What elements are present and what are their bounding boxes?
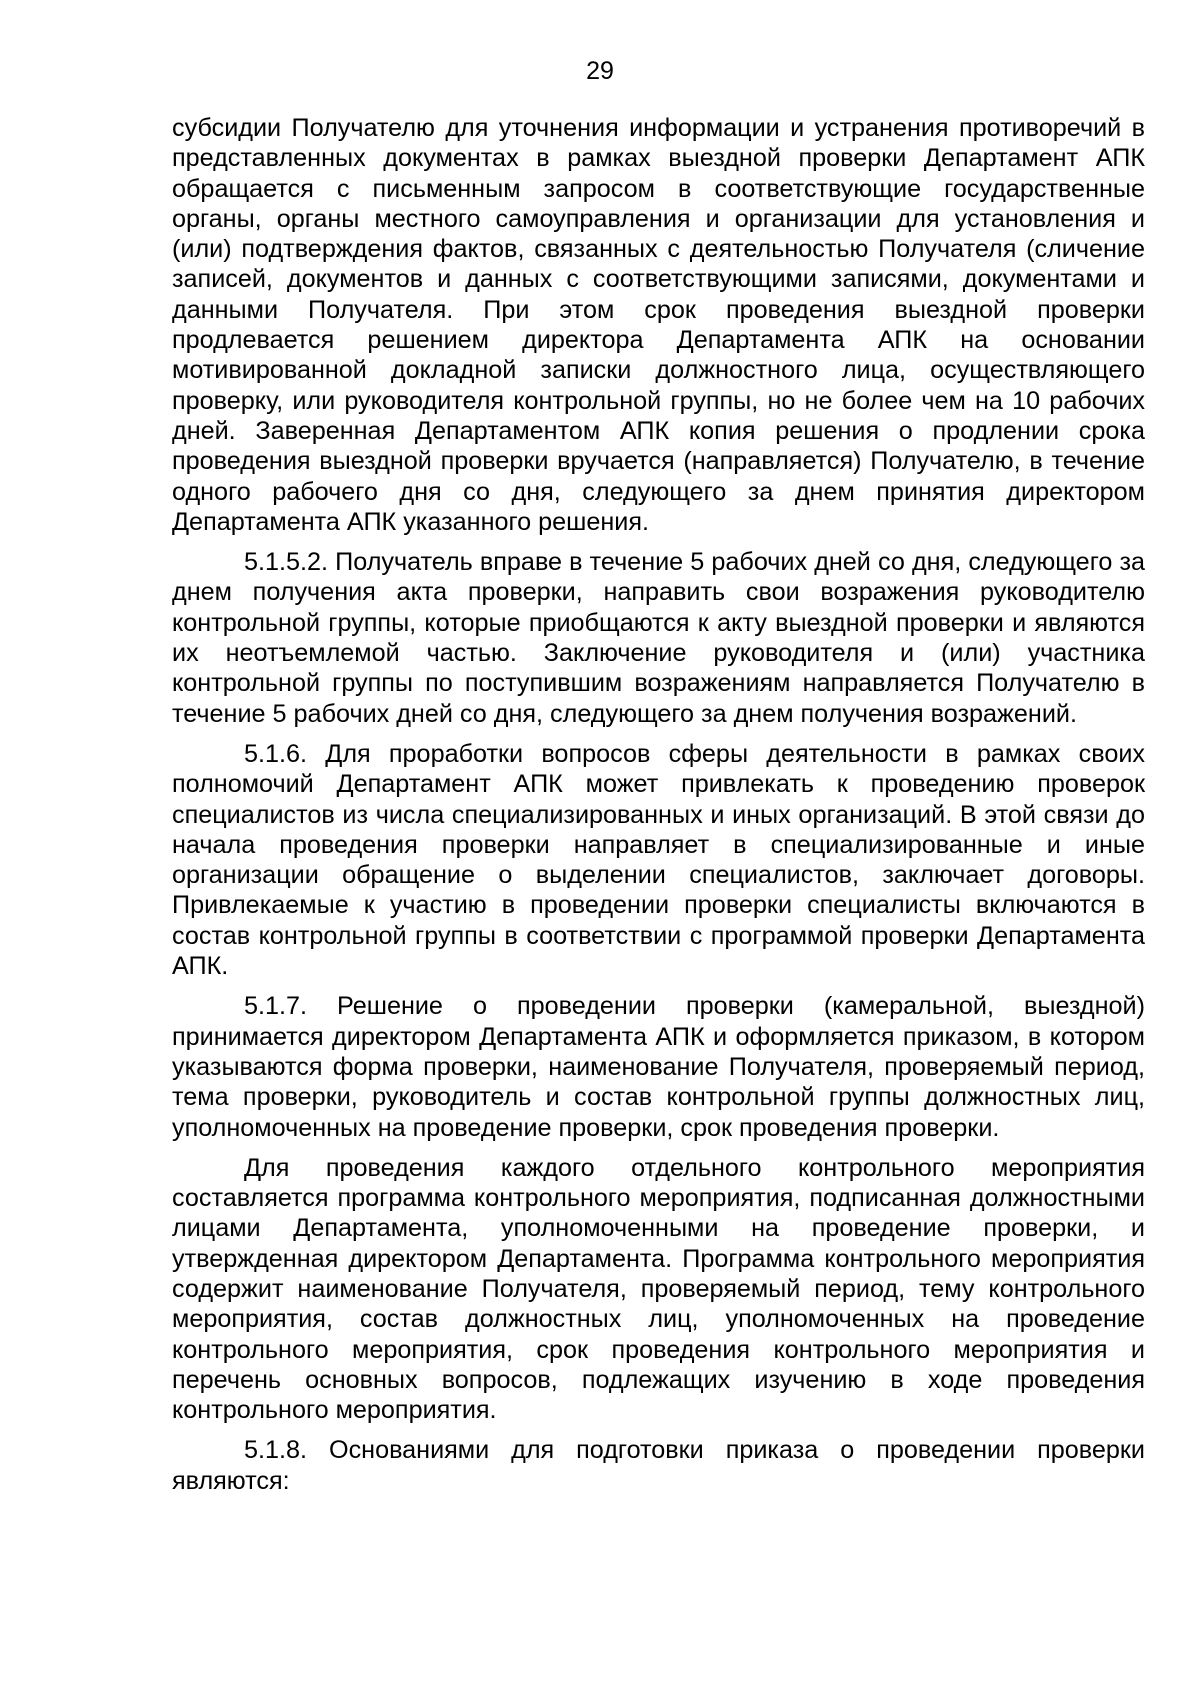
paragraph-5-1-8: 5.1.8. Основаниями для подготовки приказа о проведении проверки являются: <box>172 1436 1145 1495</box>
paragraph-5-1-5-2: 5.1.5.2. Получатель вправе в течение 5 рабочих дней со дня, следующего за днем получения акта проверки, направить свои возражения руководителю контрольной группы, которые приобщаются к акту выездной проверки и являются их неотъемлемой частью. Заключение руководителя и (или) участника контрольной группы по поступившим возражениям направляется Получателю в течение 5 рабочих дней со дня, следующего за днем получения возражений. <box>172 548 1145 728</box>
page-number: 29 <box>586 57 614 85</box>
paragraph-5-1-7: 5.1.7. Решение о проведении проверки (камеральной, выездной) принимается директором Департамента АПК и оформляется приказом, в котором указываются форма проверки, наименование Получателя, проверяемый период, тема проверки, руководитель и состав контрольной группы должностных лиц, уполномоченных на проведение проверки, срок проведения проверки. <box>172 992 1145 1142</box>
paragraph-continuation: субсидии Получателю для уточнения информации и устранения противоречий в представленных документах в рамках выездной проверки Департамент АПК обращается с письменным запросом в соответствующие государственные органы, органы местного самоуправления и организации для установления и (или) подтверждения фактов, связанных с деятельностью Получателя (сличение записей, документов и данных с соответствующими записями, документами и данными Получателя. При этом срок проведения выездной проверки продлевается решением директора Департамента АПК на основании мотивированной докладной записки должностного лица, осуществляющего проверку, или руководителя контрольной группы, но не более чем на 10 рабочих дней. Заверенная Департаментом АПК копия решения о продлении срока проведения выездной проверки вручается (направляется) Получателю, в течение одного рабочего дня со дня, следующего за днем принятия директором Департамента АПК указанного решения. <box>172 114 1145 536</box>
paragraph-5-1-6: 5.1.6. Для проработки вопросов сферы деятельности в рамках своих полномочий Департамент АПК может привлекать к проведению проверок специалистов из числа специализированных и иных организаций. В этой связи до начала проведения проверки направляет в специализированные и иные организации обращение о выделении специалистов, заключает договоры. Привлекаемые к участию в проведении проверки специалисты включаются в состав контрольной группы в соответствии с программой проверки Департамента АПК. <box>172 739 1145 981</box>
document-body <box>172 113 1145 1506</box>
paragraph-program: Для проведения каждого отдельного контрольного мероприятия составляется программа контрольного мероприятия, подписанная должностными лицами Департамента, уполномоченными на проведение проверки, и утвержденная директором Департамента. Программа контрольного мероприятия содержит наименование Получателя, проверяемый период, тему контрольного мероприятия, состав должностных лиц, уполномоченных на проведение контрольного мероприятия, срок проведения контрольного мероприятия и перечень основных вопросов, подлежащих изучению в ходе проведения контрольного мероприятия. <box>172 1153 1145 1425</box>
